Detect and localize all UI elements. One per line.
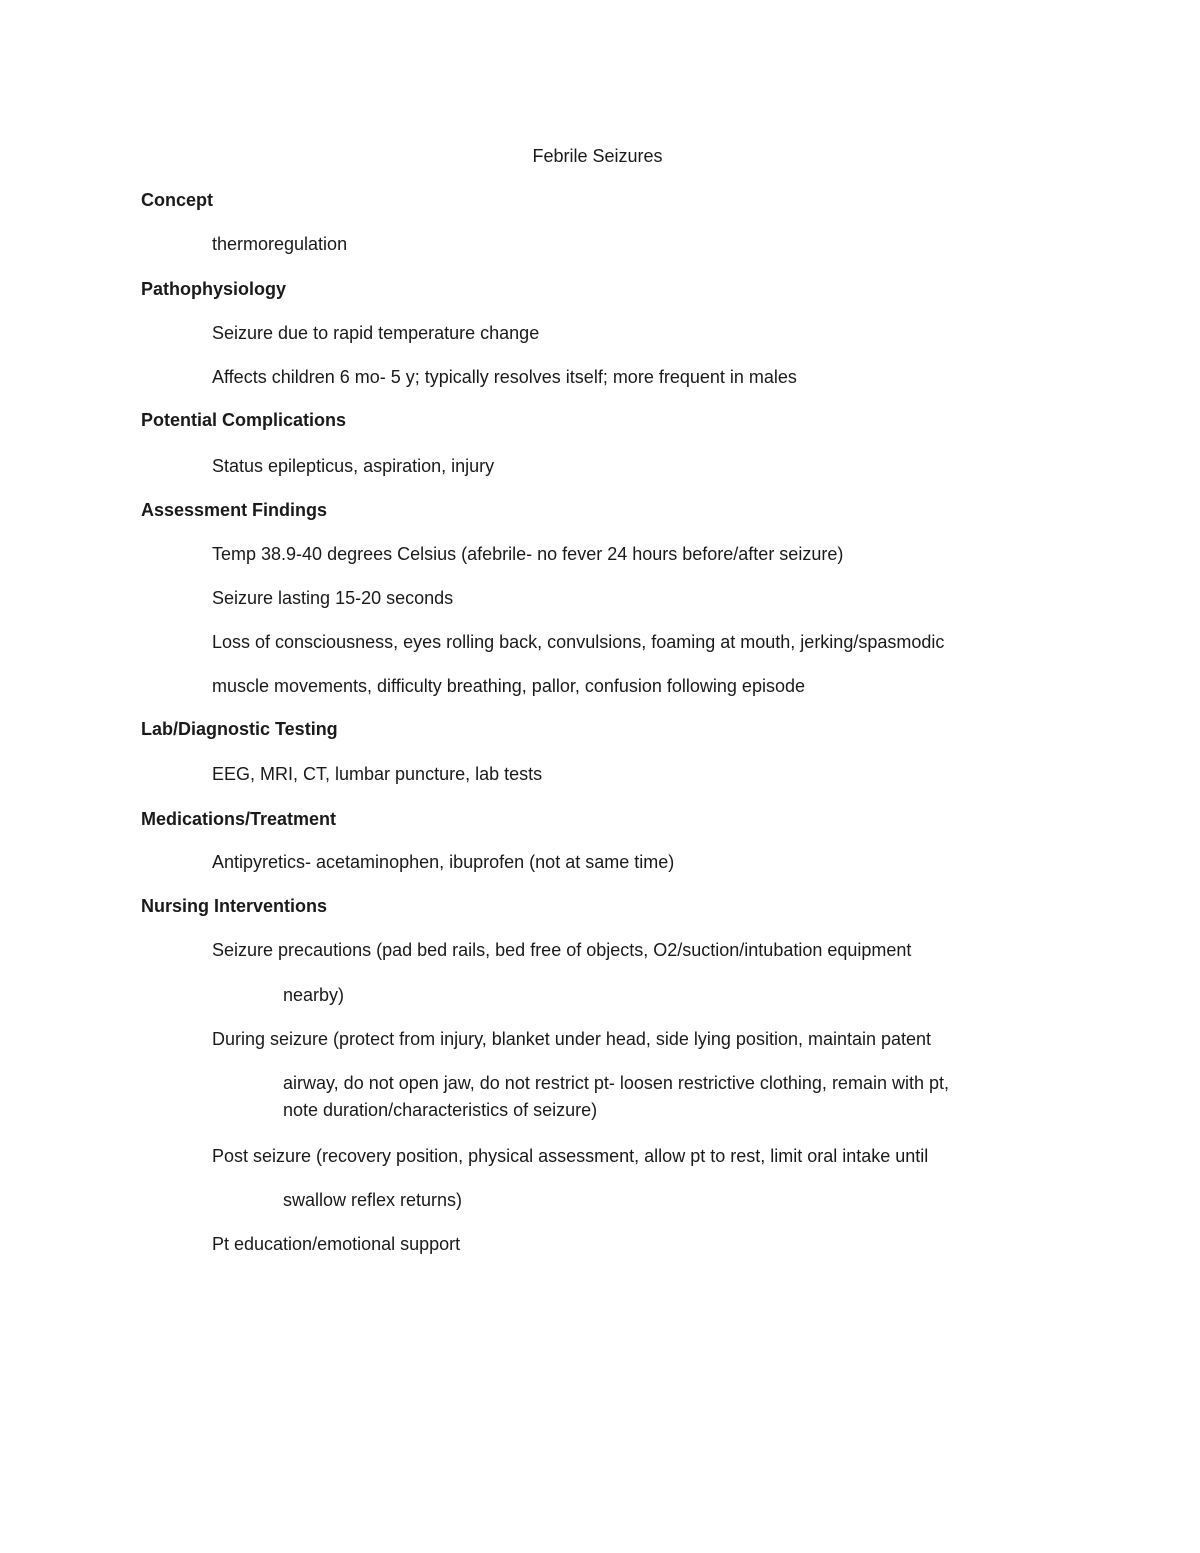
medications-line: Antipyretics- acetaminophen, ibuprofen (not at same time) — [212, 852, 675, 872]
heading-potential-complications: Potential Complications — [141, 410, 347, 430]
heading-pathophysiology: Pathophysiology — [141, 279, 287, 299]
interventions-line: Seizure precautions (pad bed rails, bed free of objects, O2/suction/intubation equipment — [212, 940, 912, 960]
interventions-line: During seizure (protect from injury, blanket under head, side lying position, maintain patent — [212, 1029, 932, 1049]
interventions-line: swallow reflex returns) — [283, 1190, 463, 1210]
complications-line: Status epilepticus, aspiration, injury — [212, 456, 495, 476]
assessment-line: Temp 38.9-40 degrees Celsius (afebrile- no fever 24 hours before/after seizure) — [212, 544, 844, 564]
document-title: Febrile Seizures — [532, 146, 663, 166]
heading-lab-diagnostic-testing: Lab/Diagnostic Testing — [141, 719, 338, 739]
heading-medications-treatment: Medications/Treatment — [141, 809, 337, 829]
interventions-line: note duration/characteristics of seizure) — [283, 1100, 598, 1120]
assessment-line: muscle movements, difficulty breathing, pallor, confusion following episode — [212, 676, 805, 696]
diagnostics-line: EEG, MRI, CT, lumbar puncture, lab tests — [212, 764, 543, 784]
heading-concept: Concept — [141, 190, 213, 210]
pathophysiology-line: Seizure due to rapid temperature change — [212, 323, 540, 343]
interventions-line: Post seizure (recovery position, physical assessment, allow pt to rest, limit oral intake until — [212, 1146, 929, 1166]
assessment-line: Loss of consciousness, eyes rolling back, convulsions, foaming at mouth, jerking/spasmodic — [212, 632, 945, 652]
heading-assessment-findings: Assessment Findings — [141, 500, 328, 520]
pathophysiology-line: Affects children 6 mo- 5 y; typically resolves itself; more frequent in males — [212, 367, 797, 387]
heading-nursing-interventions: Nursing Interventions — [141, 896, 328, 916]
interventions-line: airway, do not open jaw, do not restrict pt- loosen restrictive clothing, remain with pt, — [283, 1073, 949, 1093]
interventions-line: Pt education/emotional support — [212, 1234, 461, 1254]
interventions-line: nearby) — [283, 985, 345, 1005]
concept-line: thermoregulation — [212, 234, 348, 254]
assessment-line: Seizure lasting 15-20 seconds — [212, 588, 454, 608]
